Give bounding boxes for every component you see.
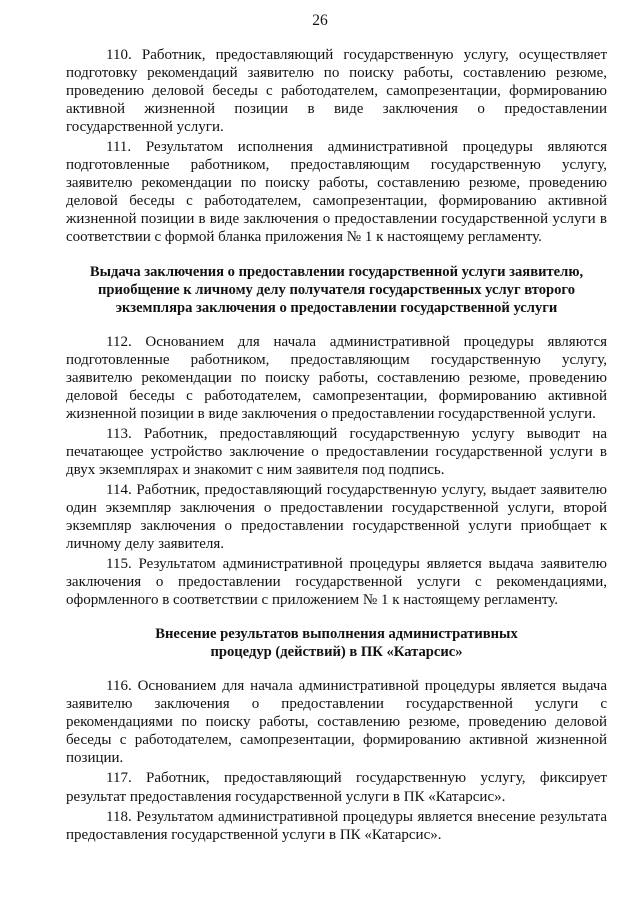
heading-line: процедур (действий) в ПК «Катарсис» bbox=[210, 644, 463, 661]
paragraph-110: 110. Работник, предоставляющий государственную услугу, осуществляет подготовку рекомендаций заявителю по поиску работы, составлению резюме, проведению деловой беседы с работодателем, самопрезентации, формированию активной жизненной позиции в виде заключения о предоставлении государственной услуги. bbox=[66, 47, 607, 136]
paragraph-111: 111. Результатом исполнения административной процедуры являются подготовленные работником, предоставляющим государственную услугу, заявителю рекомендации по поиску работы, составлению резюме, проведению деловой беседы с работодателем, самопрезентации, формированию активной жизненной позиции в виде заключения о предоставлении государственной услуги в соответствии с формой бланка приложения № 1 к настоящему регламенту. bbox=[66, 139, 607, 246]
section-heading-issuance bbox=[66, 263, 607, 317]
section-heading-katarsis bbox=[66, 625, 607, 661]
paragraph-116: 116. Основанием для начала административной процедуры является выдача заявителю заключения о предоставлении государственной услуги с рекомендациями по поиску работы, составлению резюме, проведению деловой беседы с работодателем, самопрезентации, формированию активной жизненной позиции. bbox=[66, 678, 607, 767]
paragraph-114: 114. Работник, предоставляющий государственную услугу, выдает заявителю один экземпляр заключения о предоставлении государственной услуги, второй экземпляр заключения о предоставлении государственной услуги приобщает к личному делу заявителя. bbox=[66, 481, 607, 553]
heading-line: Выдача заключения о предоставлении государственной услуги заявителю, bbox=[89, 263, 584, 280]
heading-line: Внесение результатов выполнения административных bbox=[155, 626, 518, 643]
paragraph-118: 118. Результатом административной процедуры является внесение результата предоставления государственной услуги в ПК «Катарсис». bbox=[66, 808, 607, 843]
document-body bbox=[66, 46, 607, 846]
paragraph-117: 117. Работник, предоставляющий государственную услугу, фиксирует результат предоставления государственной услуги в ПК «Катарсис». bbox=[66, 770, 607, 805]
paragraph-115: 115. Результатом административной процедуры является выдача заявителю заключения о предоставлении государственной услуги с рекомендациями, оформленного в соответствии с приложением № 1 к настоящему регламенту. bbox=[66, 556, 607, 609]
paragraph-112: 112. Основанием для начала административной процедуры являются подготовленные работником, предоставляющим государственную услугу, заявителю рекомендации по поиску работы, составлению резюме, проведению деловой беседы с работодателем, самопрезентации, формированию активной жизненной позиции в виде заключения о предоставлении государственной услуги. bbox=[66, 333, 607, 422]
heading-line: экземпляра заключения о предоставлении государственной услуги bbox=[115, 299, 558, 316]
paragraph-113: 113. Работник, предоставляющий государственную услугу выводит на печатающее устройство заключение о предоставлении государственной услуги в двух экземплярах и знакомит с ним заявителя под подпись. bbox=[66, 425, 607, 478]
heading-line: приобщение к личному делу получателя государственных услуг второго bbox=[97, 281, 575, 298]
page-number: 26 bbox=[312, 12, 328, 29]
